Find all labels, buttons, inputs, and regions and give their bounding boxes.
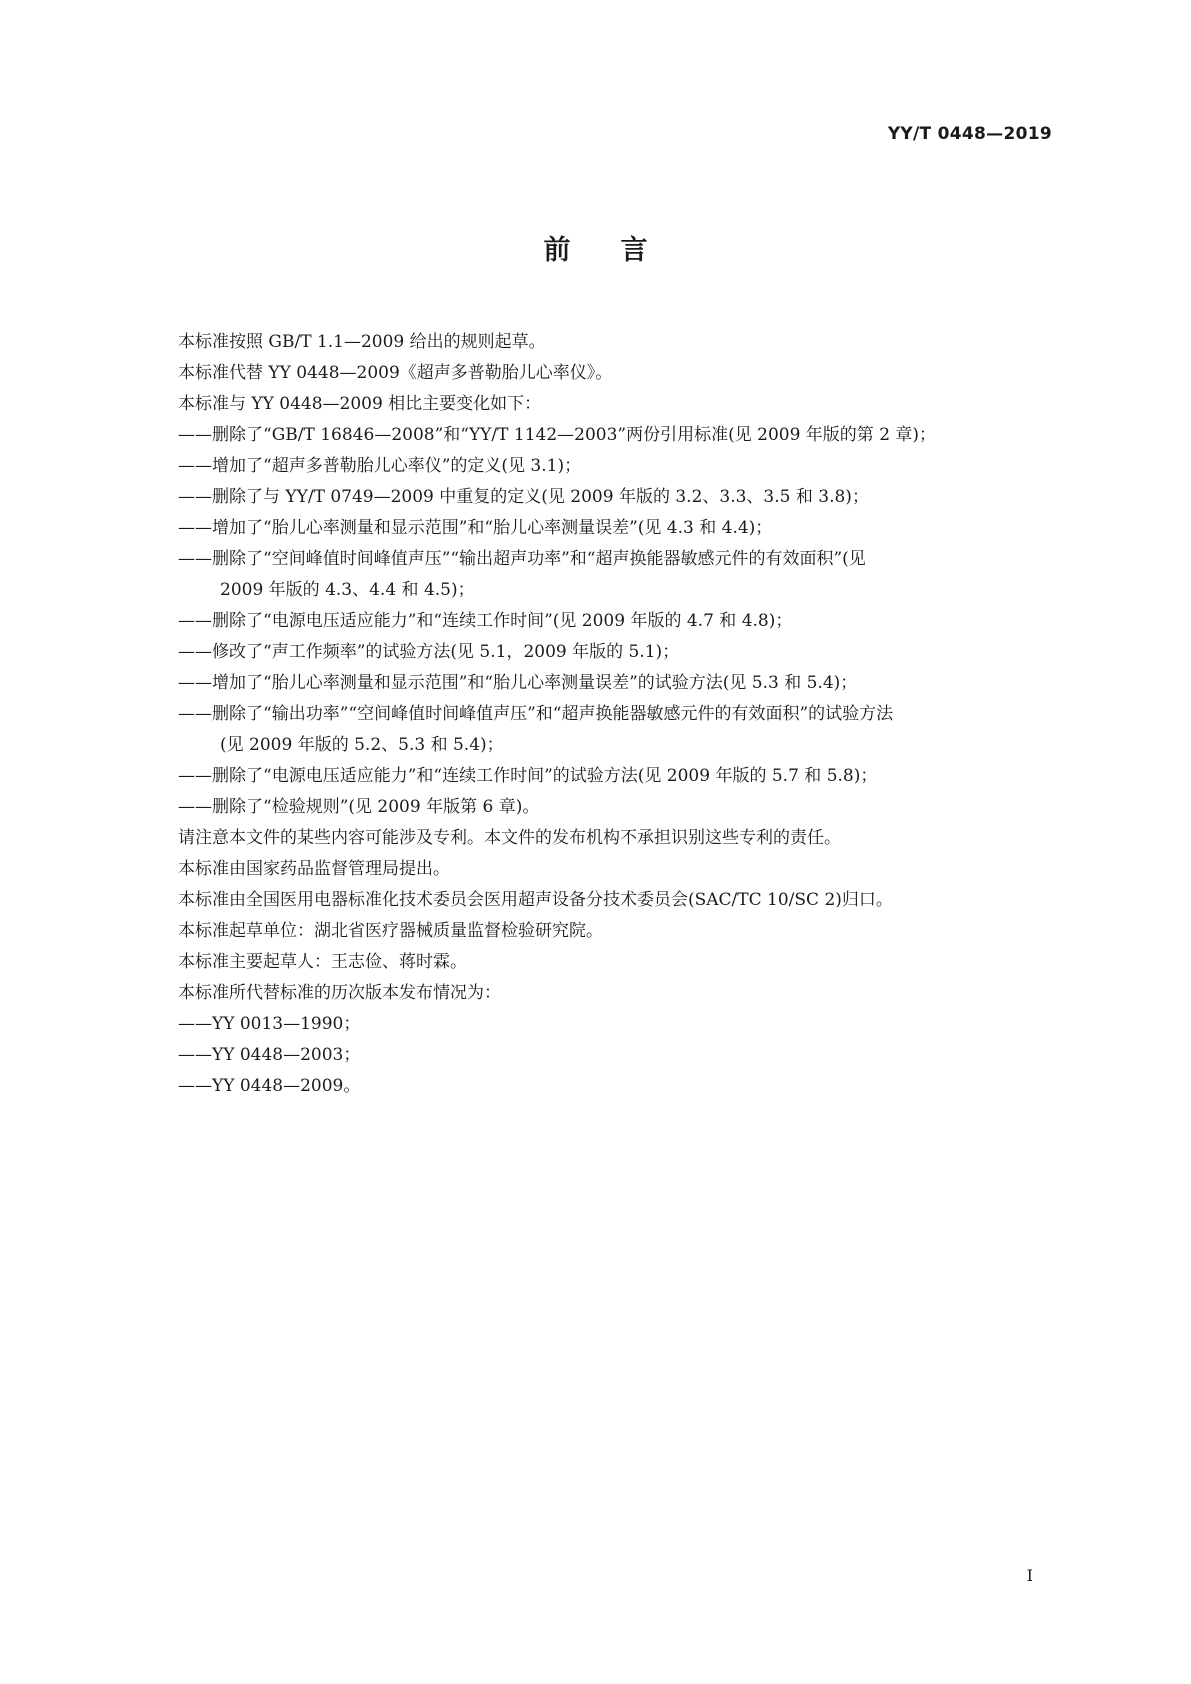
list-item: ——删除了“空间峰值时间峰值声压”“输出超声功率”和“超声换能器敏感元件的有效面积”(见 bbox=[178, 549, 866, 569]
page-number: I bbox=[1026, 1566, 1033, 1585]
paragraph: 本标准主要起草人：王志俭、蒋时霖。 bbox=[178, 952, 467, 972]
page-title: 前言 bbox=[543, 235, 698, 266]
list-item: ——删除了“电源电压适应能力”和“连续工作时间”的试验方法(见 2009 年版的 5.7 和 5.8)； bbox=[178, 766, 878, 786]
paragraph: 本标准由国家药品监督管理局提出。 bbox=[178, 859, 450, 879]
list-item: ——删除了“输出功率”“空间峰值时间峰值声压”和“超声换能器敏感元件的有效面积”的试验方法 bbox=[178, 704, 894, 724]
list-item: ——增加了“胎儿心率测量和显示范围”和“胎儿心率测量误差”的试验方法(见 5.3 和 5.4)； bbox=[178, 673, 858, 693]
list-item: ——修改了“声工作频率”的试验方法(见 5.1，2009 年版的 5.1)； bbox=[178, 642, 680, 662]
list-item: ——YY 0448—2009。 bbox=[178, 1076, 361, 1096]
list-item: ——删除了“检验规则”(见 2009 年版第 6 章)。 bbox=[178, 797, 540, 817]
list-item-continuation: (见 2009 年版的 5.2、5.3 和 5.4)； bbox=[220, 735, 504, 755]
paragraph: 本标准起草单位：湖北省医疗器械质量监督检验研究院。 bbox=[178, 921, 603, 941]
foreword-body bbox=[178, 327, 1058, 1102]
list-item: ——增加了“胎儿心率测量和显示范围”和“胎儿心率测量误差”(见 4.3 和 4.4)； bbox=[178, 518, 773, 538]
list-item: ——删除了“GB/T 16846—2008”和“YY/T 1142—2003”两份引用标准(见 2009 年版的第 2 章)； bbox=[178, 425, 937, 445]
paragraph: 请注意本文件的某些内容可能涉及专利。本文件的发布机构不承担识别这些专利的责任。 bbox=[178, 828, 841, 848]
list-item: ——YY 0013—1990； bbox=[178, 1014, 361, 1034]
list-item: ——YY 0448—2003； bbox=[178, 1045, 361, 1065]
list-item: ——删除了“电源电压适应能力”和“连续工作时间”(见 2009 年版的 4.7 和 4.8)； bbox=[178, 611, 793, 631]
paragraph: 本标准所代替标准的历次版本发布情况为： bbox=[178, 983, 501, 1003]
paragraph: 本标准与 YY 0448—2009 相比主要变化如下： bbox=[178, 394, 542, 414]
paragraph: 本标准由全国医用电器标准化技术委员会医用超声设备分技术委员会(SAC/TC 10/SC 2)归口。 bbox=[178, 890, 893, 910]
list-item-continuation: 2009 年版的 4.3、4.4 和 4.5)； bbox=[220, 580, 475, 600]
standard-code: YY/T 0448—2019 bbox=[887, 124, 1052, 144]
list-item: ——增加了“超声多普勒胎儿心率仪”的定义(见 3.1)； bbox=[178, 456, 582, 476]
paragraph: 本标准代替 YY 0448—2009《超声多普勒胎儿心率仪》。 bbox=[178, 363, 613, 383]
list-item: ——删除了与 YY/T 0749—2009 中重复的定义(见 2009 年版的 3.2、3.3、3.5 和 3.8)； bbox=[178, 487, 869, 507]
paragraph: 本标准按照 GB/T 1.1—2009 给出的规则起草。 bbox=[178, 332, 546, 352]
